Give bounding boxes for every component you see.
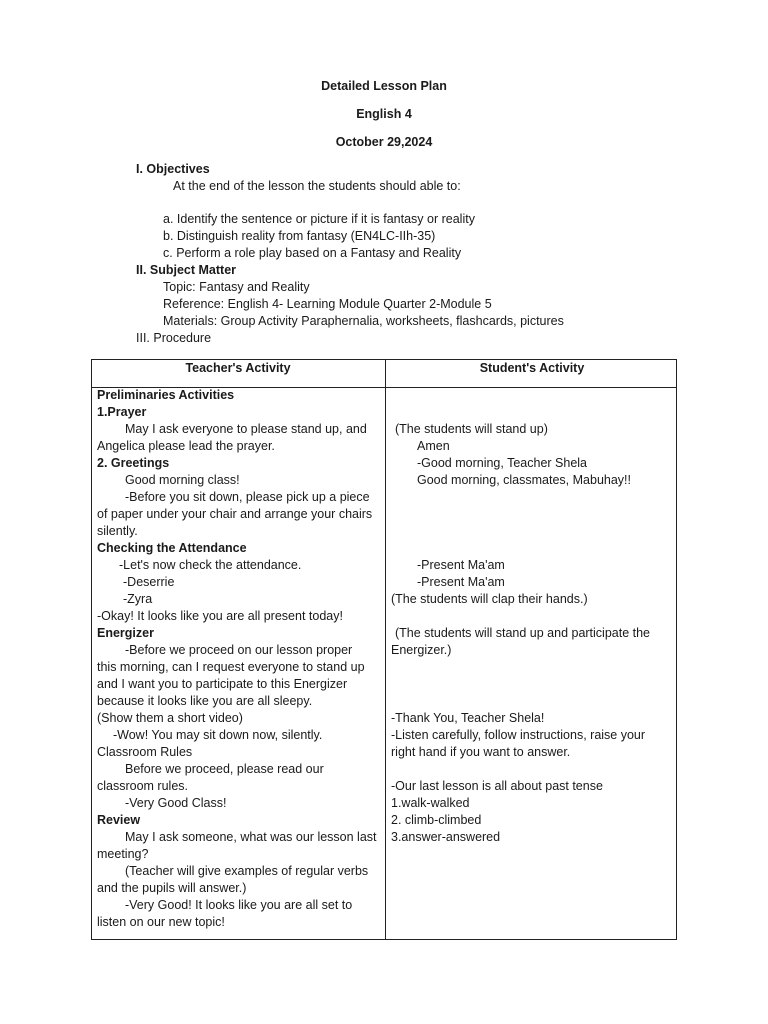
teacher-activity-line: -Wow! You may sit down now, silently. (113, 728, 323, 742)
student-activity-line (391, 506, 674, 523)
student-activity-line: 1.walk-walked (391, 796, 470, 810)
teacher-activity-line: classroom rules. (97, 779, 188, 793)
document-title: Detailed Lesson Plan (321, 79, 447, 93)
teacher-activity-line: and I want you to participate to this Energizer (97, 677, 348, 691)
teacher-activity-line: listen on our new topic! (97, 915, 225, 929)
student-activity-line: -Good morning, Teacher Shela (417, 456, 588, 470)
table-column-divider (385, 360, 386, 939)
student-activity-header: Student's Activity (479, 361, 585, 375)
teacher-activity-line: Angelica please lead the prayer. (97, 439, 275, 453)
teacher-activity-line: -Very Good Class! (125, 796, 227, 810)
teacher-activity-line: silently. (97, 524, 138, 538)
student-activity-line: (The students will clap their hands.) (391, 592, 588, 606)
teacher-activity-line: -Zyra (123, 592, 153, 606)
teacher-activity-line: -Deserrie (123, 575, 175, 589)
teacher-activity-line: of paper under your chair and arrange your chairs (97, 507, 373, 521)
student-activity-line: Good morning, classmates, Mabuhay!! (417, 473, 631, 487)
student-activity-line (391, 404, 674, 421)
student-activity-line (391, 676, 674, 693)
objective-item-a: a. Identify the sentence or picture if it is fantasy or reality (163, 212, 475, 226)
student-activity-line: right hand if you want to answer. (391, 745, 571, 759)
student-activity-line: -Listen carefully, follow instructions, raise your (391, 728, 646, 742)
teacher-activity-line: Energizer (97, 626, 154, 640)
teacher-activity-line: May I ask someone, what was our lesson last (125, 830, 377, 844)
student-activity-line: -Our last lesson is all about past tense (391, 779, 603, 793)
student-activity-line: 3.answer-answered (391, 830, 501, 844)
student-activity-line: -Present Ma'am (417, 558, 505, 572)
student-activity-line: (The students will stand up) (395, 422, 548, 436)
student-activity-line: 2. climb-climbed (391, 813, 482, 827)
student-activity-line (391, 608, 674, 625)
student-activity-line: -Present Ma'am (417, 575, 505, 589)
teacher-activity-line: because it looks like you are all sleepy. (97, 694, 313, 708)
teacher-activity-line: -Before you sit down, please pick up a piece (125, 490, 370, 504)
student-activity-line: Energizer.) (391, 643, 452, 657)
teacher-activity-line: (Show them a short video) (97, 711, 243, 725)
topic-line: Topic: Fantasy and Reality (163, 280, 310, 294)
teacher-activity-column (97, 387, 380, 931)
teacher-activity-line: (Teacher will give examples of regular verbs (125, 864, 369, 878)
teacher-activity-line: and the pupils will answer.) (97, 881, 247, 895)
objectives-heading: I. Objectives (136, 162, 210, 176)
teacher-activity-line: 1.Prayer (97, 405, 147, 419)
teacher-activity-line: -Very Good! It looks like you are all set to (125, 898, 353, 912)
student-activity-line (391, 540, 674, 557)
date-line: October 29,2024 (335, 135, 433, 149)
student-activity-line (391, 659, 674, 676)
teacher-activity-line: -Let's now check the attendance. (119, 558, 302, 572)
student-activity-line (391, 693, 674, 710)
teacher-activity-line: Preliminaries Activities (97, 388, 235, 402)
reference-line: Reference: English 4- Learning Module Quarter 2-Module 5 (163, 297, 492, 311)
activity-table (91, 359, 677, 940)
objectives-intro: At the end of the lesson the students should able to: (173, 179, 461, 193)
subject-line: English 4 (356, 107, 412, 121)
objective-item-c: c. Perform a role play based on a Fantasy and Reality (163, 246, 462, 260)
procedure-heading: III. Procedure (136, 331, 212, 345)
teacher-activity-line: -Before we proceed on our lesson proper (125, 643, 353, 657)
teacher-activity-line: May I ask everyone to please stand up, and (125, 422, 367, 436)
student-activity-column (391, 387, 674, 846)
student-activity-line: -Thank You, Teacher Shela! (391, 711, 545, 725)
subject-matter-heading: II. Subject Matter (136, 263, 237, 277)
objective-item-b: b. Distinguish reality from fantasy (EN4LC-IIh-35) (163, 229, 436, 243)
student-activity-line (391, 489, 674, 506)
teacher-activity-line: Classroom Rules (97, 745, 193, 759)
teacher-activity-line: this morning, can I request everyone to stand up (97, 660, 365, 674)
materials-line: Materials: Group Activity Paraphernalia, worksheets, flashcards, pictures (163, 314, 564, 328)
student-activity-line (391, 523, 674, 540)
teacher-activity-line: meeting? (97, 847, 149, 861)
teacher-activity-line: Good morning class! (125, 473, 240, 487)
teacher-activity-line: Review (97, 813, 141, 827)
teacher-activity-line: 2. Greetings (97, 456, 170, 470)
student-activity-line (391, 761, 674, 778)
teacher-activity-line: Checking the Attendance (97, 541, 247, 555)
teacher-activity-line: Before we proceed, please read our (125, 762, 324, 776)
student-activity-line (391, 387, 674, 404)
teacher-activity-line: -Okay! It looks like you are all present today! (97, 609, 343, 623)
student-activity-line: Amen (417, 439, 450, 453)
teacher-activity-header: Teacher's Activity (185, 361, 291, 375)
student-activity-line: (The students will stand up and participate the (395, 626, 651, 640)
